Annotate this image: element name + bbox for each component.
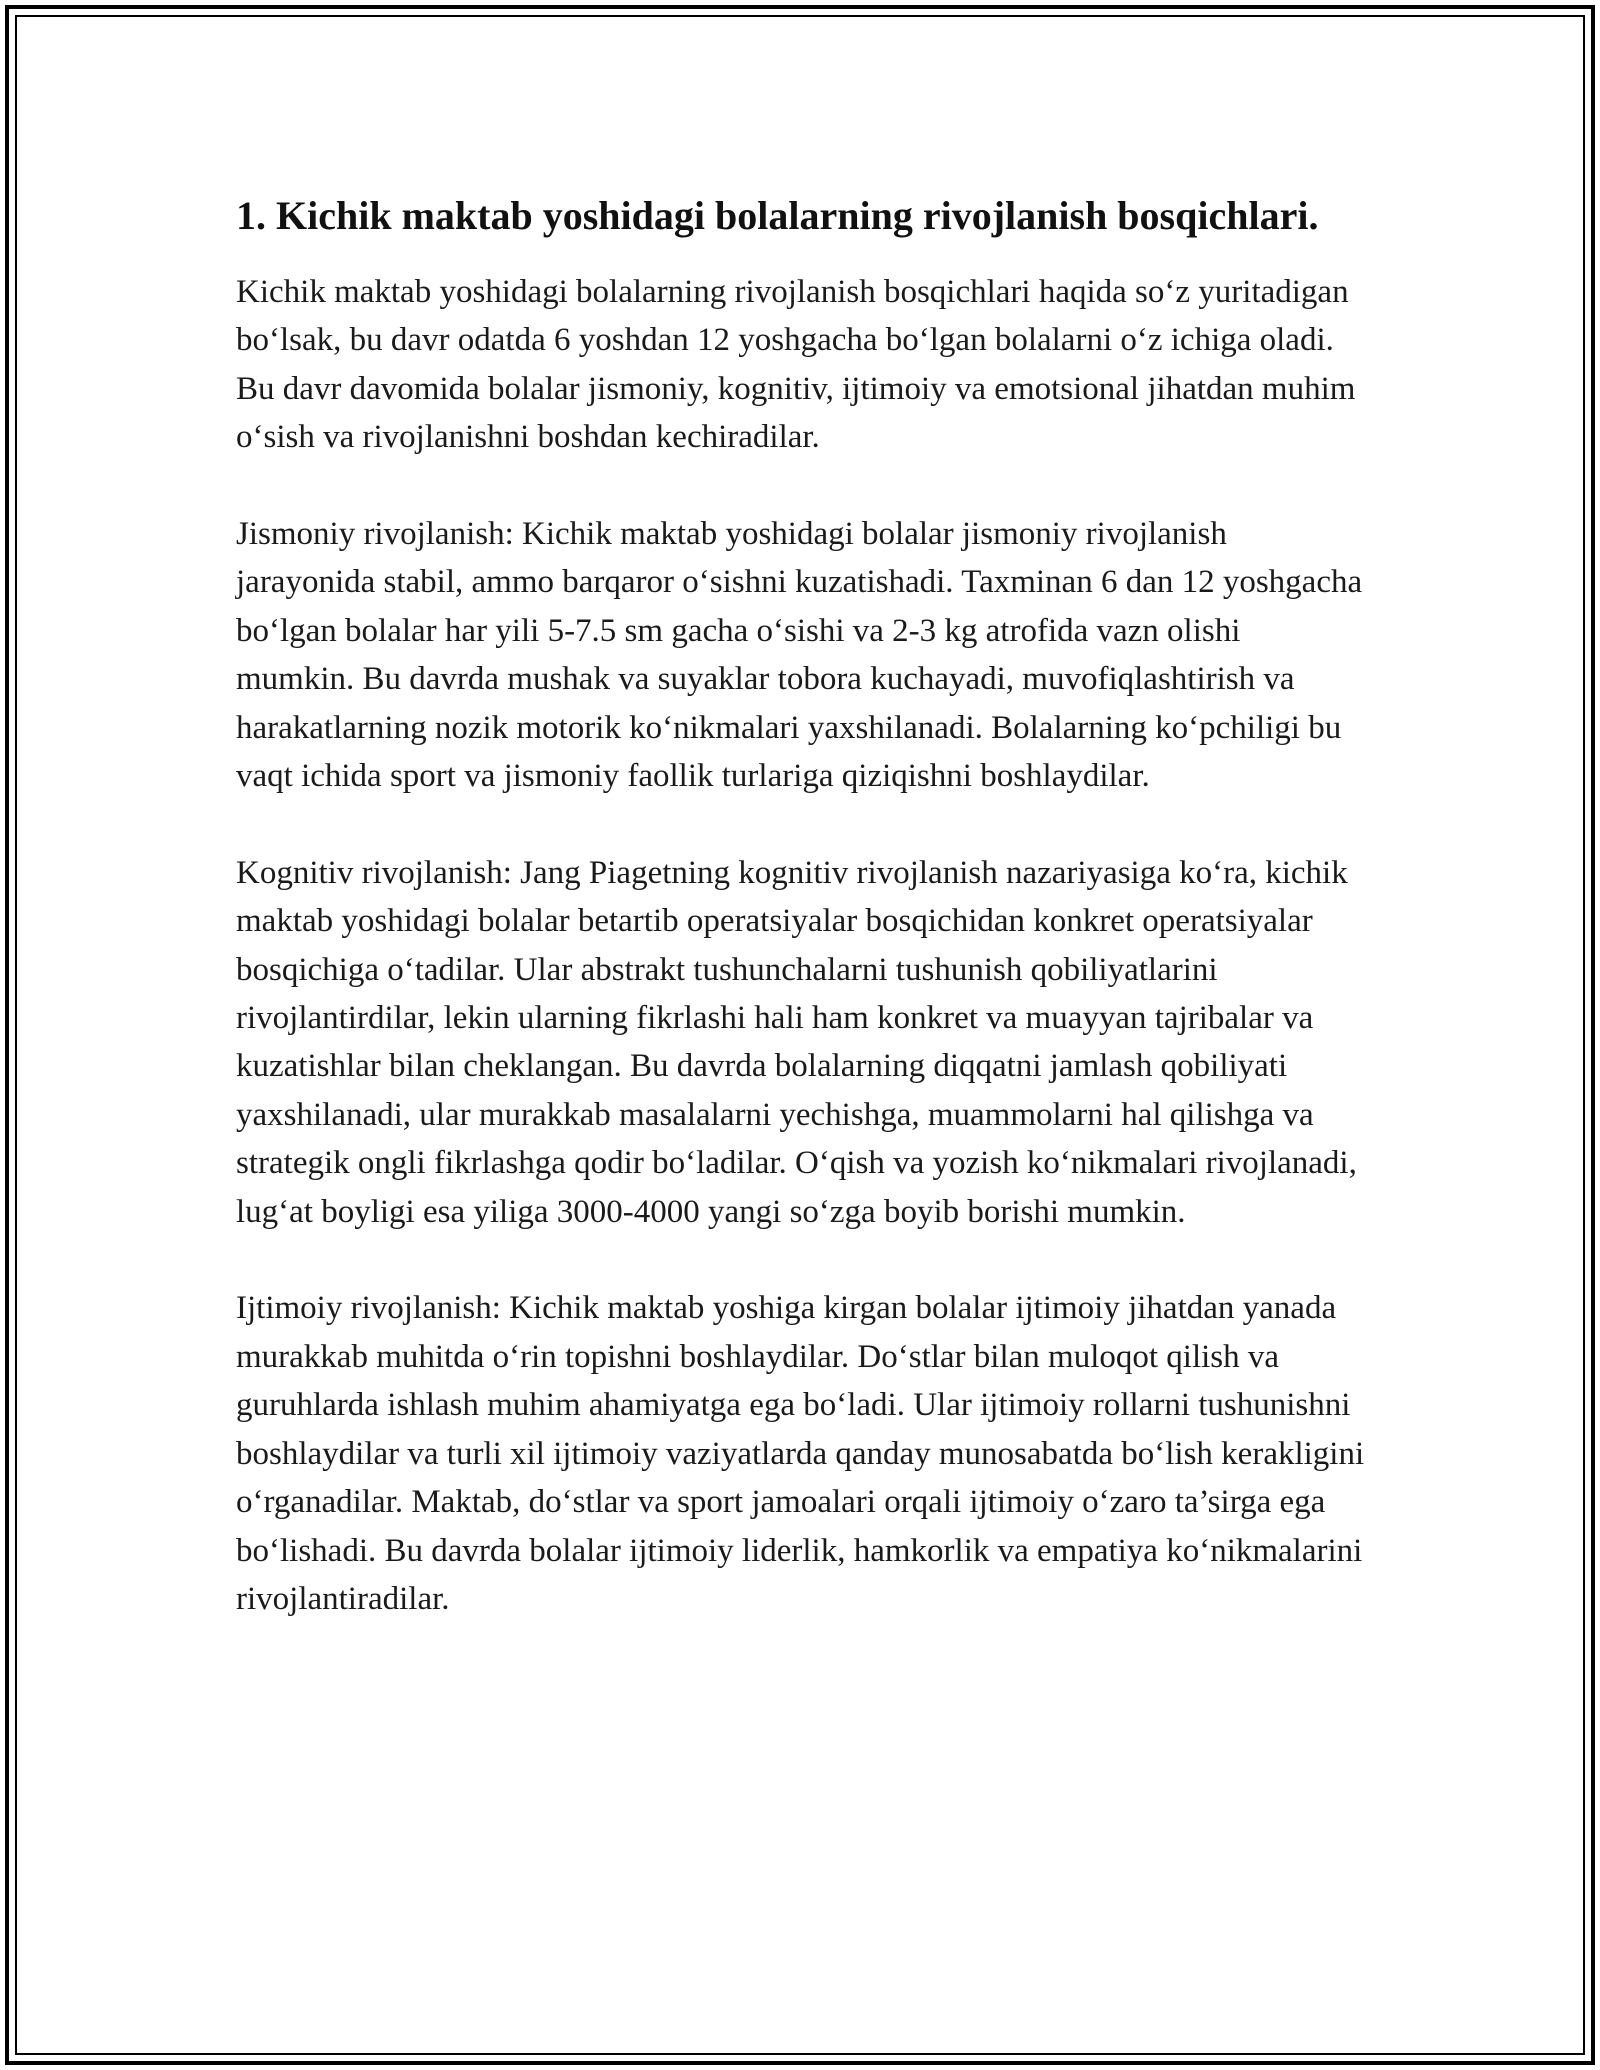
paragraph-intro: Kichik maktab yoshidagi bolalarning rivojlanish bosqichlari haqida so‘z yuritadigan bo‘lsak, bu davr odatda 6 yoshdan 12 yoshgacha bo‘lgan bolalarni o‘z ichiga oladi. Bu davr davomida bolalar jismoniy, kognitiv, ijtimoiy va emotsional jihatdan muhim o‘sish va rivojlanishni boshdan kechiradilar. <box>236 274 1356 456</box>
paragraph-physical-development: Jismoniy rivojlanish: Kichik maktab yoshidagi bolalar jismoniy rivojlanish jarayonida stabil, ammo barqaror o‘sishni kuzatishadi. Taxminan 6 dan 12 yoshgacha bo‘lgan bolalar har yili 5-7.5 sm gacha o‘sishi va 2-3 kg atrofida vazn olishi mumkin. Bu davrda mushak va suyaklar tobora kuchayadi, muvofiqlashtirish va harakatlarning nozik motorik ko‘nikmalari yaxshilanadi. Bolalarning ko‘pchiligi bu vaqt ichida sport va jismoniy faollik turlariga qiziqishni boshlaydilar. <box>236 516 1363 795</box>
paragraph-cognitive-development: Kognitiv rivojlanish: Jang Piagetning kognitiv rivojlanish nazariyasiga ko‘ra, kichik maktab yoshidagi bolalar betartib operatsiyalar bosqichidan konkret operatsiyalar bosqichiga o‘tadilar. Ular abstrakt tushunchalarni tushunish qobiliyatlarini rivojlantirdilar, lekin ularning fikrlashi hali ham konkret va muayyan tajribalar va kuzatishlar bilan cheklangan. Bu davrda bolalarning diqqatni jamlash qobiliyati yaxshilanadi, ular murakkab masalalarni yechishga, muammolarni hal qilishga va strategik ongli fikrlashga qodir bo‘ladilar. O‘qish va yozish ko‘nikmalari rivojlanadi, lug‘at boyligi esa yiliga 3000-4000 yangi so‘zga boyib borishi mumkin. <box>236 854 1357 1230</box>
document-body <box>236 188 1366 1672</box>
paragraph-social-development: Ijtimoiy rivojlanish: Kichik maktab yoshiga kirgan bolalar ijtimoiy jihatdan yanada murakkab muhitda o‘rin topishni boshlaydilar. Do‘stlar bilan muloqot qilish va guruhlarda ishlash muhim ahamiyatga ega bo‘ladi. Ular ijtimoiy rollarni tushunishni boshlaydilar va turli xil ijtimoiy vaziyatlarda qanday munosabatda bo‘lish kerakligini o‘rganadilar. Maktab, do‘stlar va sport jamoalari orqali ijtimoiy o‘zaro ta’sirga ega bo‘lishadi. Bu davrda bolalar ijtimoiy liderlik, hamkorlik va empatiya ko‘nikmalarini rivojlantiradilar. <box>236 1290 1365 1617</box>
document-title: 1. Kichik maktab yoshidagi bolalarning rivojlanish bosqichlari. <box>236 193 1319 238</box>
